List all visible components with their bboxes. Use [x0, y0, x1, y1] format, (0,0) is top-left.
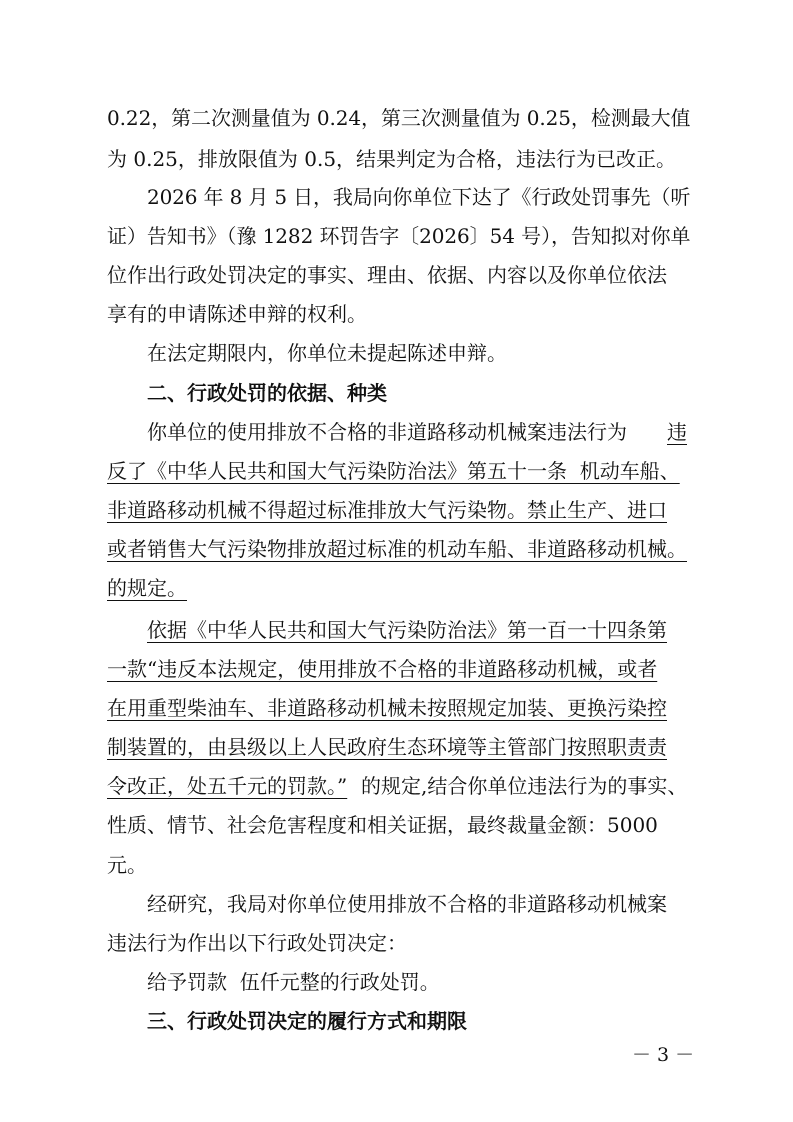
text-segment: 0.22，第二次测量值为 0.24，第三次测量值为 0.25，检测最大值 — [107, 106, 691, 130]
underlined-text-segment: 依据《中华人民共和国大气污染防治法》第一百一十四条第 — [147, 618, 667, 642]
underlined-text-segment: 非道路移动机械不得超过标准排放大气污染物。禁止生产、进口 — [107, 498, 667, 522]
underlined-text-segment: 违 — [667, 420, 687, 444]
text-segment: 元。 — [107, 853, 147, 877]
paragraph-line — [0, 884, 793, 924]
paragraph-line — [0, 727, 793, 767]
section-heading — [0, 373, 793, 413]
underlined-text-segment: 或者销售大气污染物排放超过标准的机动车船、非道路移动机械。 — [107, 537, 687, 561]
underlined-text-segment: 令改正，处五千元的罚款。” — [107, 774, 348, 798]
text-segment: 位作出行政处罚决定的事实、理由、依据、内容以及你单位依法 — [107, 263, 667, 287]
paragraph-line — [0, 139, 793, 179]
text-segment: 在法定期限内，你单位未提起陈述申辩。 — [147, 341, 507, 365]
paragraph-line — [0, 649, 793, 689]
paragraph-line — [0, 333, 793, 373]
paragraph-line — [0, 177, 793, 217]
paragraph-line — [0, 490, 793, 530]
paragraph-line — [0, 216, 793, 256]
underlined-text-segment: 一款“违反本法规定，使用排放不合格的非道路移动机械，或者 — [107, 657, 658, 681]
paragraph-line — [0, 845, 793, 885]
underlined-text-segment: 制装置的，由县级以上人民政府生态环境等主管部门按照职责责 — [107, 735, 667, 759]
paragraph-line — [0, 962, 793, 1002]
paragraph-line — [0, 98, 793, 138]
text-segment: 你单位的使用排放不合格的非道路移动机械案违法行为 — [147, 420, 627, 444]
paragraph-line — [0, 688, 793, 728]
paragraph-line — [0, 766, 793, 806]
underlined-text-segment: 在用重型柴油车、非道路移动机械未按照规定加装、更换污染控 — [107, 696, 667, 720]
text-segment: 给予罚款 伍仟元整的行政处罚。 — [147, 970, 440, 994]
paragraph-line — [0, 923, 793, 963]
paragraph-line — [0, 805, 793, 845]
underlined-text-segment: 反了《中华人民共和国大气污染防治法》第五十一条 机动车船、 — [107, 459, 680, 483]
text-segment: 为 0.25，排放限值为 0.5，结果判定为合格，违法行为已改正。 — [107, 147, 677, 171]
paragraph-line — [0, 451, 793, 491]
paragraph-line — [0, 568, 793, 608]
text-segment: 的规定,结合你单位违法行为的事实、 — [361, 774, 688, 798]
page-number: － 3 － — [632, 1044, 695, 1066]
section-heading-text: 二、行政处罚的依据、种类 — [147, 381, 387, 405]
paragraph-line — [0, 294, 793, 334]
paragraph-line — [0, 610, 793, 650]
text-segment: 2026 年 8 月 5 日，我局向你单位下达了《行政处罚事先（听 — [147, 185, 691, 209]
underlined-text-segment: 的规定。 — [107, 576, 187, 600]
section-heading — [0, 1001, 793, 1041]
paragraph-line — [0, 529, 793, 569]
text-segment: 性质、情节、社会危害程度和相关证据，最终裁量金额：5000 — [107, 813, 658, 837]
text-segment: 证）告知书》（豫 1282 环罚告字〔2026〕54 号），告知拟对你单 — [107, 224, 691, 248]
text-segment: 享有的申请陈述申辩的权利。 — [107, 302, 367, 326]
paragraph-line — [0, 255, 793, 295]
section-heading-text: 三、行政处罚决定的履行方式和期限 — [147, 1009, 467, 1033]
paragraph-line — [0, 412, 793, 452]
text-segment: 违法行为作出以下行政处罚决定： — [107, 931, 407, 955]
text-segment: 经研究，我局对你单位使用排放不合格的非道路移动机械案 — [147, 892, 667, 916]
